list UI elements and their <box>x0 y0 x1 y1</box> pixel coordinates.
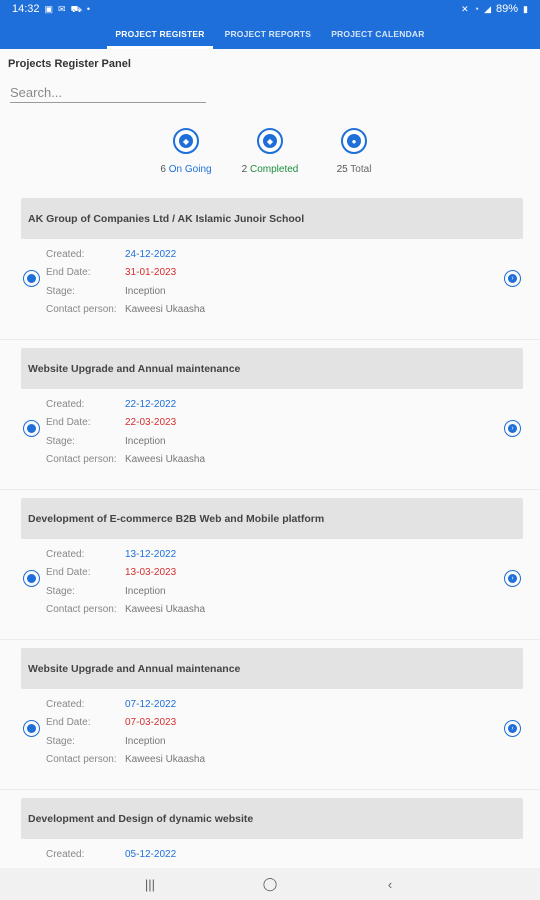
edit-project-icon[interactable] <box>23 420 40 437</box>
contact-value: Kaweesi Ukaasha <box>125 604 206 616</box>
project-title[interactable]: AK Group of Companies Ltd / AK Islamic Junoir School <box>21 198 523 239</box>
project-card <box>0 490 540 640</box>
panel-title: Projects Register Panel <box>8 58 131 70</box>
system-nav-bar <box>0 868 540 900</box>
back-icon[interactable]: ‹ <box>387 876 393 892</box>
project-card <box>0 640 540 790</box>
edit-project-icon[interactable] <box>23 720 40 737</box>
status-bar <box>0 0 540 18</box>
dot-icon: • <box>86 3 91 14</box>
battery-icon: ▮ <box>523 3 528 14</box>
signal-icon: ◢ <box>484 3 492 14</box>
created-label: Created: <box>46 848 85 860</box>
project-title[interactable]: Website Upgrade and Annual maintenance <box>21 648 523 689</box>
end-date-value: 07-03-2023 <box>125 717 177 729</box>
end-date-value: 31-01-2023 <box>125 267 177 279</box>
status-time: 14:32 <box>12 3 40 15</box>
created-value: 24-12-2022 <box>125 248 177 260</box>
stage-label: Stage: <box>46 585 75 597</box>
open-project-icon[interactable]: › <box>504 570 521 587</box>
stage-value: Inception <box>125 585 166 597</box>
created-label: Created: <box>46 248 85 260</box>
stage-label: Stage: <box>46 285 75 297</box>
project-title[interactable]: Development and Design of dynamic website <box>21 798 523 839</box>
layers-check-icon[interactable]: ◆ <box>257 128 283 154</box>
contact-label: Contact person: <box>46 304 117 316</box>
contact-value: Kaweesi Ukaasha <box>125 754 206 766</box>
home-icon[interactable]: ◯ <box>262 876 278 891</box>
stat-ongoing[interactable] <box>153 128 219 175</box>
open-project-icon[interactable]: › <box>504 720 521 737</box>
tab-bar <box>0 18 540 49</box>
status-right <box>461 3 528 15</box>
created-label: Created: <box>46 398 85 410</box>
mute-icon: ✕ <box>461 3 469 14</box>
open-project-icon[interactable]: › <box>504 420 521 437</box>
stat-completed-label: Completed <box>249 164 299 175</box>
edit-project-icon[interactable] <box>23 270 40 287</box>
project-list <box>0 190 540 900</box>
tab-project-reports[interactable]: PROJECT REPORTS <box>224 28 312 39</box>
stage-label: Stage: <box>46 435 75 447</box>
stat-ongoing-count: 6 <box>160 164 166 175</box>
contact-label: Contact person: <box>46 604 117 616</box>
project-title[interactable]: Website Upgrade and Annual maintenance <box>21 348 523 389</box>
stage-value: Inception <box>125 285 166 297</box>
edit-project-icon[interactable] <box>23 570 40 587</box>
project-card <box>0 340 540 490</box>
end-date-value: 22-03-2023 <box>125 417 177 429</box>
contact-value: Kaweesi Ukaasha <box>125 304 206 316</box>
stage-value: Inception <box>125 435 166 447</box>
status-left <box>12 3 90 15</box>
cart-icon: ⛟ <box>70 3 82 14</box>
layers-icon[interactable]: ◆ <box>173 128 199 154</box>
recent-apps-icon[interactable]: ||| <box>144 876 156 892</box>
image-icon: ▣ <box>44 3 54 14</box>
created-value: 05-12-2022 <box>125 848 177 860</box>
end-date-label: End Date: <box>46 717 91 729</box>
stat-completed-count: 2 <box>241 164 248 175</box>
search-input[interactable] <box>10 82 206 103</box>
stat-ongoing-label: On Going <box>168 164 212 175</box>
created-value: 07-12-2022 <box>125 698 177 710</box>
stat-total-label: Total <box>350 164 372 175</box>
end-date-label: End Date: <box>46 417 91 429</box>
contact-label: Contact person: <box>46 454 117 466</box>
end-date-value: 13-03-2023 <box>125 567 177 579</box>
end-date-label: End Date: <box>46 267 91 279</box>
tab-project-calendar[interactable]: PROJECT CALENDAR <box>331 28 425 39</box>
stats-bar <box>0 128 540 175</box>
wifi-icon: ◔ <box>473 3 480 14</box>
created-label: Created: <box>46 698 85 710</box>
battery-percent: 89% <box>496 3 519 15</box>
created-value: 13-12-2022 <box>125 548 177 560</box>
stat-total[interactable] <box>321 128 387 175</box>
mail-icon: ✉ <box>58 3 66 14</box>
created-value: 22-12-2022 <box>125 398 177 410</box>
target-icon[interactable]: ● <box>341 128 367 154</box>
end-date-label: End Date: <box>46 567 91 579</box>
open-project-icon[interactable]: › <box>504 270 521 287</box>
created-label: Created: <box>46 548 85 560</box>
tab-project-register[interactable]: PROJECT REGISTER <box>107 18 212 49</box>
stage-value: Inception <box>125 735 166 747</box>
stage-label: Stage: <box>46 735 75 747</box>
stat-completed[interactable] <box>237 128 303 175</box>
project-card <box>0 190 540 340</box>
project-title[interactable]: Development of E-commerce B2B Web and Mobile platform <box>21 498 523 539</box>
contact-label: Contact person: <box>46 754 117 766</box>
contact-value: Kaweesi Ukaasha <box>125 454 206 466</box>
stat-total-count: 25 <box>336 164 348 175</box>
